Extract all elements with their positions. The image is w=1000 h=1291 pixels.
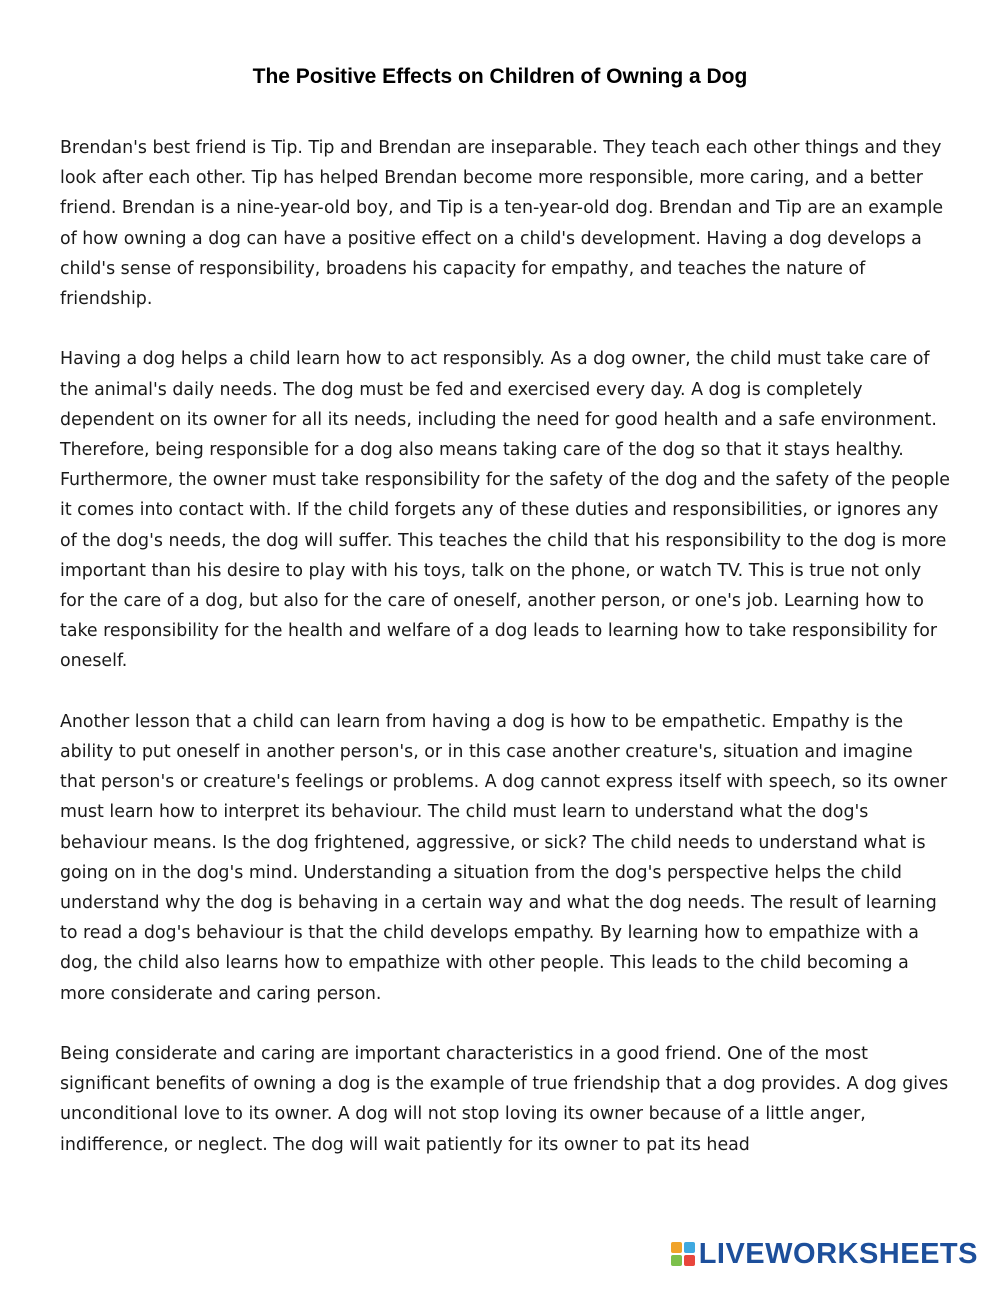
paragraph-empathy: Another lesson that a child can learn from having a dog is how to be empathetic. Empathy is the ability to put oneself in another person's, or in this case another creature's, situation and imagine that person's or creature's feelings or problems. A dog cannot express itself with speech, so its owner must learn how to interpret its behaviour. The child must learn to understand what the dog's behaviour means. Is the dog frightened, aggressive, or sick? The child needs to understand what is going on in the dog's mind. Understanding a situation from the dog's perspective helps the child understand why the dog is behaving in a certain way and what the dog needs. The result of learning to read a dog's behaviour is that the child develops empathy. By learning how to empathize with a dog, the child also learns how to empathize with other people. This leads to the child becoming a more considerate and caring person. xyxy=(60,711,948,1004)
liveworksheets-logo-icon xyxy=(671,1242,695,1266)
logo-square-red xyxy=(684,1255,695,1266)
liveworksheets-watermark xyxy=(671,1239,978,1269)
watermark-text: LIVEWORKSHEETS xyxy=(698,1238,978,1270)
logo-square-blue xyxy=(684,1242,695,1253)
document-title: The Positive Effects on Children of Owning a Dog xyxy=(252,65,748,88)
logo-square-orange xyxy=(671,1242,682,1253)
logo-square-green xyxy=(671,1255,682,1266)
paragraph-friendship: Being considerate and caring are important characteristics in a good friend. One of the most significant benefits of owning a dog is the example of true friendship that a dog provides. A dog gives unconditional love to its owner. A dog will not stop loving its owner because of a little anger, indifference, or neglect. The dog will wait patiently for its owner to pat its head xyxy=(60,1044,949,1155)
paragraph-responsibility: Having a dog helps a child learn how to act responsibly. As a dog owner, the child must take care of the animal's daily needs. The dog must be fed and exercised every day. A dog is completely dependent on its owner for all its needs, including the need for good health and a safe environment. Therefore, being responsible for a dog also means taking care of the dog so that it stays healthy. Furthermore, the owner must take responsibility for the safety of the dog and the safety of the people it comes into contact with. If the child forgets any of these duties and responsibilities, or ignores any of the dog's needs, the dog will suffer. This teaches the child that his responsibility to the dog is more important than his desire to play with his toys, talk on the phone, or watch TV. This is true not only for the care of a dog, but also for the care of oneself, another person, or one's job. Learning how to take responsibility for the health and welfare of a dog leads to learning how to take responsibility for oneself. xyxy=(60,349,950,672)
paragraph-intro: Brendan's best friend is Tip. Tip and Brendan are inseparable. They teach each other things and they look after each other. Tip has helped Brendan become more responsible, more caring, and a better friend. Brendan is a nine-year-old boy, and Tip is a ten-year-old dog. Brendan and Tip are an example of how owning a dog can have a positive effect on a child's development. Having a dog develops a child's sense of responsibility, broadens his capacity for empathy, and teaches the nature of friendship. xyxy=(60,138,944,310)
document-body xyxy=(60,133,950,1190)
